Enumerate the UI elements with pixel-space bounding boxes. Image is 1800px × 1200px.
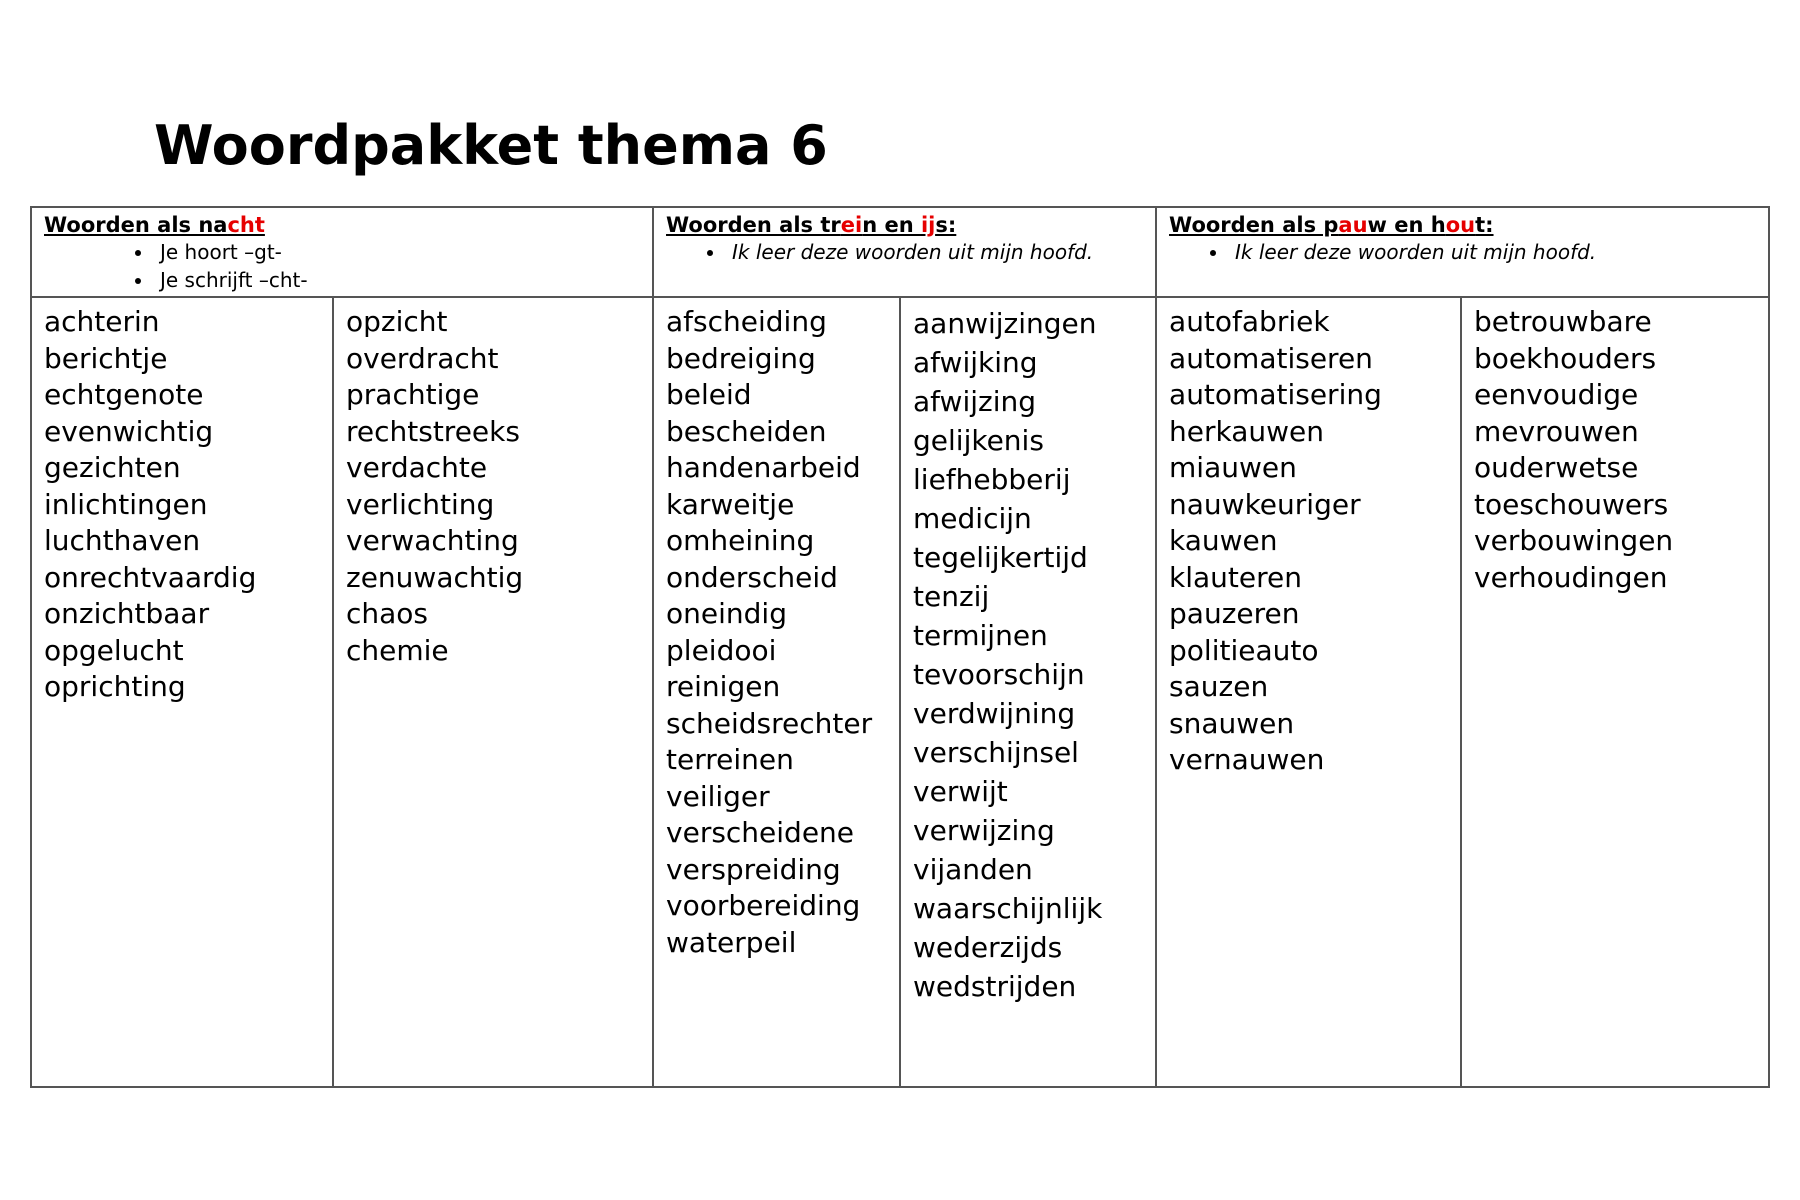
word-item: prachtige xyxy=(346,378,480,411)
word-list xyxy=(913,304,1145,1006)
word-item: betrouwbare xyxy=(1474,305,1652,338)
word-item: termijnen xyxy=(913,619,1048,652)
word-item: wedstrijden xyxy=(913,970,1077,1003)
word-item: echtgenote xyxy=(44,378,204,411)
word-item: tenzij xyxy=(913,580,990,613)
word-item: scheidsrechter xyxy=(666,706,873,740)
word-item: verwijzing xyxy=(913,814,1055,847)
word-item: verbouwingen xyxy=(1474,524,1674,557)
word-item: achterin xyxy=(44,305,160,338)
word-item: chaos xyxy=(346,597,429,630)
word-item: zenuwachtig xyxy=(346,560,524,594)
word-item: handenarbeid xyxy=(666,451,861,484)
word-item: politieauto xyxy=(1169,633,1319,667)
word-item: berichtje xyxy=(44,341,168,375)
group-title-cht: Woorden als nacht xyxy=(44,213,265,237)
word-item: verhoudingen xyxy=(1474,560,1668,594)
highlight-au: au xyxy=(1338,213,1368,237)
word-item: boekhouders xyxy=(1474,341,1657,375)
word-table xyxy=(30,206,1770,1088)
word-item: kauwen xyxy=(1169,524,1278,557)
word-item: automatisering xyxy=(1169,378,1382,411)
word-item: bedreiging xyxy=(666,341,816,375)
word-item: oneindig xyxy=(666,597,787,630)
words-row xyxy=(31,297,1769,1087)
word-item: medicijn xyxy=(913,502,1032,535)
word-item: liefhebberij xyxy=(913,463,1071,496)
word-item: klauteren xyxy=(1169,560,1303,594)
word-item: miauwen xyxy=(1169,451,1297,484)
word-list xyxy=(44,304,322,706)
instruction-item: • Ik leer deze woorden uit mijn hoofd. xyxy=(1229,238,1758,266)
instruction-item: • Ik leer deze woorden uit mijn hoofd. xyxy=(726,238,1145,266)
word-column xyxy=(1461,297,1769,1087)
word-item: pauzeren xyxy=(1169,597,1300,630)
word-item: bescheiden xyxy=(666,414,827,448)
word-list xyxy=(346,304,642,669)
word-item: onzichtbaar xyxy=(44,597,210,630)
word-item: verlichting xyxy=(346,487,495,521)
word-item: onrechtvaardig xyxy=(44,560,257,594)
highlight-cht: cht xyxy=(227,213,265,237)
highlight-ou: ou xyxy=(1445,213,1476,237)
word-item: afscheiding xyxy=(666,305,827,338)
word-item: sauzen xyxy=(1169,670,1269,703)
instruction-list xyxy=(666,238,1145,266)
word-item: terreinen xyxy=(666,743,794,776)
word-item: toeschouwers xyxy=(1474,487,1669,521)
word-item: verspreiding xyxy=(666,852,841,886)
word-item: inlichtingen xyxy=(44,487,208,521)
word-item: automatiseren xyxy=(1169,341,1373,375)
instruction-item: • Je hoort –gt- xyxy=(154,238,642,266)
word-item: reinigen xyxy=(666,670,781,703)
instruction-list xyxy=(44,238,642,294)
word-item: afwijzing xyxy=(913,385,1036,418)
word-item: aanwijzingen xyxy=(913,307,1097,340)
word-item: pleidooi xyxy=(666,633,777,667)
word-item: gezichten xyxy=(44,451,181,484)
word-item: gelijkenis xyxy=(913,424,1044,457)
group-title-ei-ij: Woorden als trein en ijs: xyxy=(666,213,957,237)
word-item: nauwkeuriger xyxy=(1169,487,1361,521)
word-item: verwijt xyxy=(913,775,1008,808)
word-list xyxy=(1474,304,1758,596)
word-item: mevrouwen xyxy=(1474,414,1639,448)
word-item: evenwichtig xyxy=(44,414,214,448)
word-item: waarschijnlijk xyxy=(913,892,1103,925)
word-item: verwachting xyxy=(346,524,519,557)
word-item: beleid xyxy=(666,378,752,411)
word-list xyxy=(666,304,889,961)
word-list xyxy=(1169,304,1450,779)
word-item: overdracht xyxy=(346,341,499,375)
word-item: chemie xyxy=(346,633,449,667)
word-item: snauwen xyxy=(1169,706,1295,740)
word-item: vernauwen xyxy=(1169,743,1325,776)
header-row xyxy=(31,207,1769,297)
page-title: Woordpakket thema 6 xyxy=(154,114,828,177)
word-item: tevoorschijn xyxy=(913,658,1085,691)
word-column xyxy=(900,297,1156,1087)
instruction-list xyxy=(1169,238,1758,266)
highlight-ei: ei xyxy=(840,213,863,237)
word-item: verschijnsel xyxy=(913,736,1079,769)
word-item: rechtstreeks xyxy=(346,414,520,448)
word-item: luchthaven xyxy=(44,524,201,557)
group-header-ei-ij xyxy=(653,207,1156,297)
word-column xyxy=(653,297,900,1087)
group-title-au-ou: Woorden als pauw en hout: xyxy=(1169,213,1494,237)
word-item: oprichting xyxy=(44,670,186,703)
word-item: ouderwetse xyxy=(1474,451,1639,484)
word-item: vijanden xyxy=(913,853,1033,886)
word-item: eenvoudige xyxy=(1474,378,1639,411)
word-item: waterpeil xyxy=(666,925,797,959)
word-item: karweitje xyxy=(666,487,795,521)
word-column xyxy=(31,297,333,1087)
word-item: opzicht xyxy=(346,305,448,338)
word-item: onderscheid xyxy=(666,560,838,594)
word-item: veiliger xyxy=(666,779,770,813)
word-item: omheining xyxy=(666,524,815,557)
word-item: wederzijds xyxy=(913,931,1063,964)
word-item: verdwijning xyxy=(913,697,1076,730)
word-item: opgelucht xyxy=(44,633,184,667)
highlight-ij: ij xyxy=(920,213,936,237)
word-item: voorbereiding xyxy=(666,889,861,922)
word-item: autofabriek xyxy=(1169,305,1330,338)
word-item: afwijking xyxy=(913,346,1038,379)
word-item: verscheidene xyxy=(666,816,855,849)
group-header-cht xyxy=(31,207,653,297)
word-item: herkauwen xyxy=(1169,414,1325,448)
instruction-item: • Je schrijft –cht- xyxy=(154,266,642,294)
word-column xyxy=(1156,297,1461,1087)
word-item: verdachte xyxy=(346,451,488,484)
word-item: tegelijkertijd xyxy=(913,541,1088,574)
word-column xyxy=(333,297,653,1087)
group-header-au-ou xyxy=(1156,207,1769,297)
